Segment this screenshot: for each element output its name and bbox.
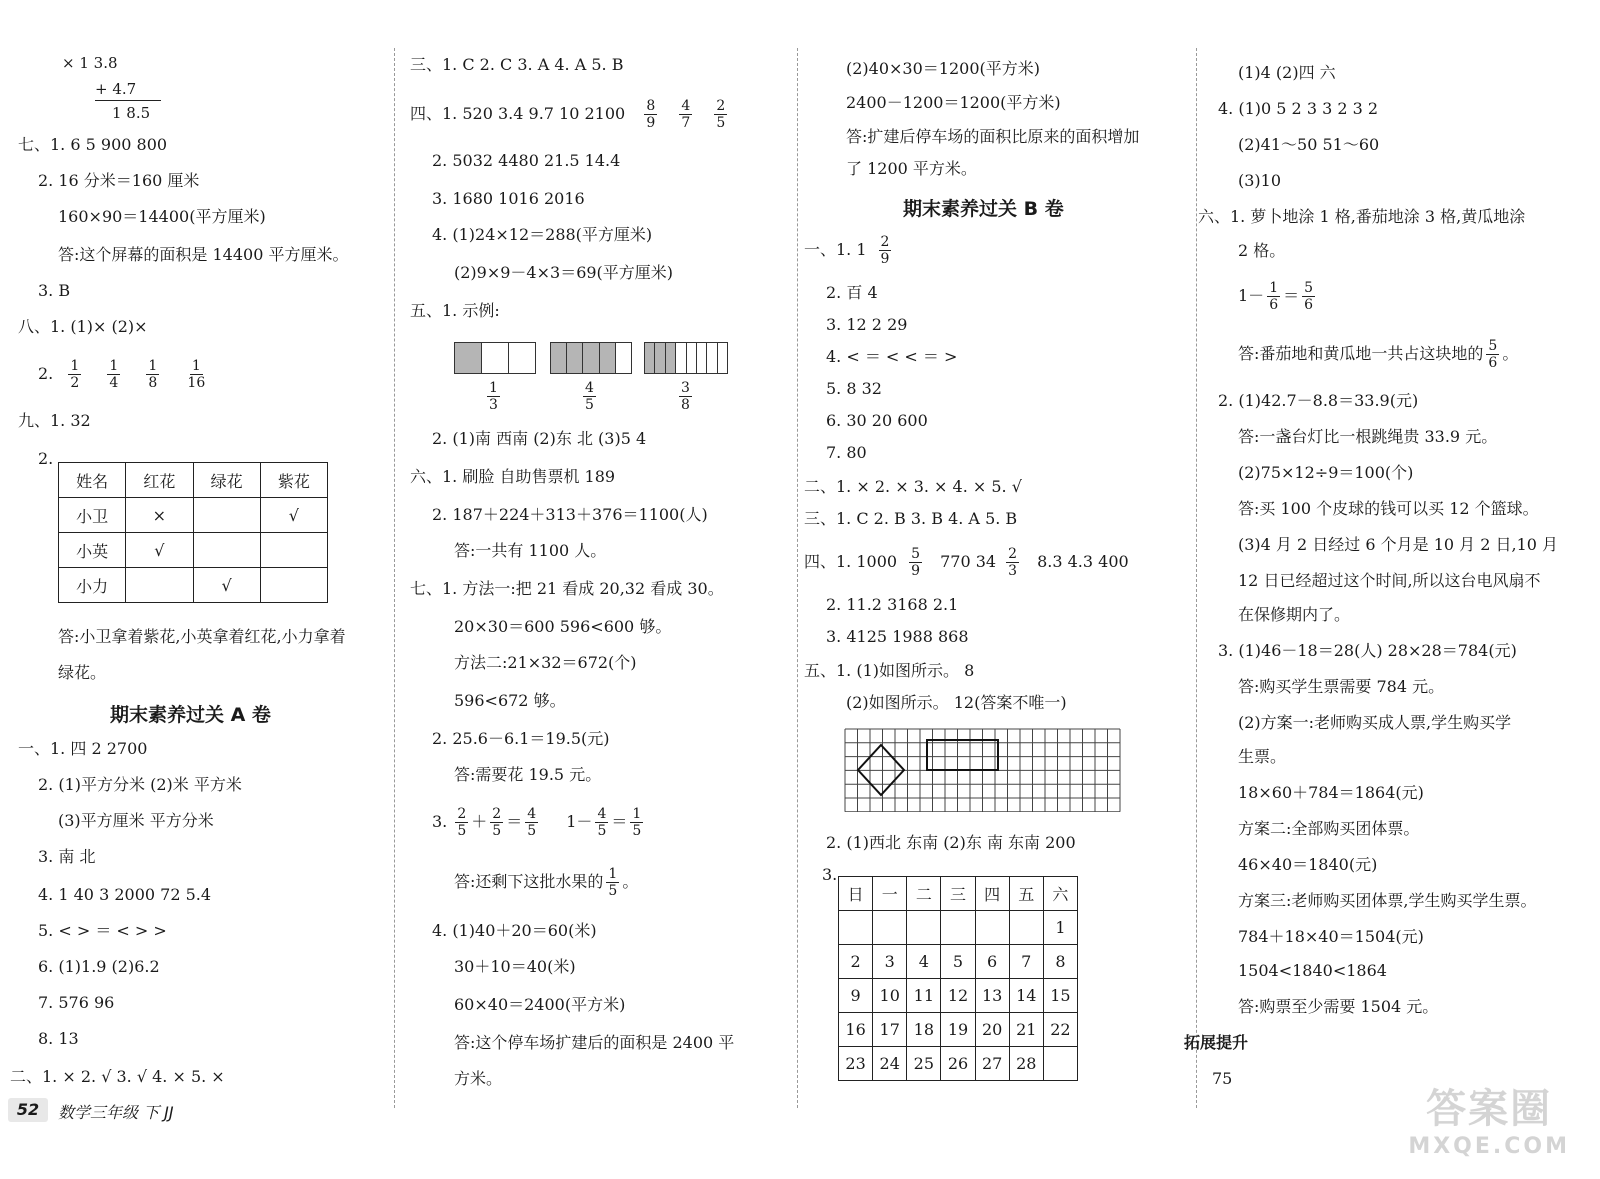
calendar-cell — [1043, 1047, 1077, 1081]
calendar-cell — [839, 911, 873, 945]
text-line: 596<672 够。 — [454, 691, 566, 710]
text-line: 答:一盏台灯比一根跳绳贵 33.9 元。 — [1238, 427, 1498, 446]
fraction: $\frac{1}{4}$ — [109, 358, 119, 391]
text-line: 2. 187＋224＋313＋376＝1100(人) — [432, 505, 708, 524]
calendar-cell: 14 — [1009, 979, 1043, 1013]
fraction-bar-fifths — [550, 342, 632, 374]
answer-table-row — [59, 568, 328, 603]
fraction-bar-eighths — [644, 342, 728, 374]
calendar-cell: 2 — [839, 945, 873, 979]
text-line: 3. 南 北 — [38, 847, 96, 866]
text-line: 三、1. C 2. C 3. A 4. A 5. B — [410, 55, 624, 74]
calendar-row — [839, 1047, 1078, 1081]
calendar-cell — [1009, 911, 1043, 945]
text-line: (3)平方厘米 平方分米 — [58, 811, 214, 830]
text: 四、1. 520 3.4 9.7 10 2100 — [410, 104, 626, 123]
text-line: 2. 5032 4480 21.5 14.4 — [432, 151, 621, 170]
text-line-with-fractions — [410, 94, 730, 134]
calendar-cell: 7 — [1009, 945, 1043, 979]
grid-figure — [844, 728, 1122, 812]
calendar-cell: 28 — [1009, 1047, 1043, 1081]
text-line: 七、1. 6 5 900 800 — [18, 135, 168, 154]
answer-table-cell — [126, 568, 193, 603]
text-line: 6. 30 20 600 — [826, 411, 928, 430]
text-line: 答:购买学生票需要 784 元。 — [1238, 677, 1445, 696]
answer-table-cell: 姓名 — [59, 463, 126, 498]
text-line: 18×60＋784＝1864(元) — [1238, 783, 1424, 802]
calendar-cell — [975, 911, 1009, 945]
calendar-cell: 13 — [975, 979, 1009, 1013]
text-line: 答:购票至少需要 1504 元。 — [1238, 997, 1439, 1016]
calendar-row — [839, 1013, 1078, 1047]
text-line: 4. (1)40＋20＝60(米) — [432, 921, 597, 940]
calendar-cell — [941, 911, 975, 945]
fraction: $\frac{3}{8}$ — [681, 380, 690, 413]
text-line: 二、1. × 2. × 3. × 4. × 5. √ — [804, 477, 1022, 496]
text-line: 20×30＝600 596<600 够。 — [454, 617, 672, 636]
calendar-cell: 1 — [1043, 911, 1077, 945]
calendar-cell: 6 — [975, 945, 1009, 979]
calendar-cell: 17 — [873, 1013, 907, 1047]
answer-table-cell — [260, 533, 327, 568]
fraction-bar-thirds — [454, 342, 536, 374]
calc-row-1: × 1 3.8 — [62, 54, 118, 72]
column-4 — [1184, 0, 1600, 1179]
fraction-row — [38, 354, 210, 394]
text-line: 七、1. 方法一:把 21 看成 20,32 看成 30。 — [410, 579, 724, 598]
calc-row-2: + 4.7 — [95, 78, 161, 101]
text-line: 7. 80 — [826, 443, 867, 462]
calendar-cell: 24 — [873, 1047, 907, 1081]
answer-table-row — [59, 498, 328, 533]
text-line: 五、1. 示例: — [410, 301, 500, 320]
calendar-cell: 20 — [975, 1013, 1009, 1047]
calendar-cell: 三 — [941, 877, 975, 911]
text-line: 7. 576 96 — [38, 993, 115, 1012]
fraction: $\frac{1}{8}$ — [148, 358, 158, 391]
item-label: 2. — [38, 449, 54, 468]
fraction: $\frac{8}{9}$ — [646, 98, 656, 131]
calendar-cell: 五 — [1009, 877, 1043, 911]
watermark-url: MXQE.COM — [1408, 1134, 1570, 1159]
text-line: 2. 16 分米＝160 厘米 — [38, 171, 200, 190]
text-line: 6. (1)1.9 (2)6.2 — [38, 957, 160, 976]
text-line: (2)41～50 51～60 — [1238, 135, 1380, 154]
text-line: 答:扩建后停车场的面积比原来的面积增加 — [846, 127, 1140, 146]
calendar-cell — [907, 911, 941, 945]
text-line: 60×40＝2400(平方米) — [454, 995, 626, 1014]
text-line: 绿花。 — [58, 663, 107, 682]
calendar-cell: 9 — [839, 979, 873, 1013]
text-line: (1)4 (2)四 六 — [1238, 63, 1336, 82]
text-line: 5. 8 32 — [826, 379, 882, 398]
text-line: 3. 1680 1016 2016 — [432, 189, 585, 208]
text-line: 2. 25.6－6.1＝19.5(元) — [432, 729, 610, 748]
text-line: 2. (1)南 西南 (2)东 北 (3)5 4 — [432, 429, 647, 448]
text-line: 答:买 100 个皮球的钱可以买 12 个篮球。 — [1238, 499, 1539, 518]
text-line: 八、1. (1)× (2)× — [18, 317, 148, 336]
fraction: $\frac{4}{5}$ — [585, 380, 594, 413]
calendar-cell: 二 — [907, 877, 941, 911]
text-line-with-fractions: 四、1. 1000 $\frac{5}{9}$ 770 34 $\frac{2}{3}$ 8.3 4.3 400 — [804, 546, 1129, 579]
calendar-cell: 四 — [975, 877, 1009, 911]
text-line: 3. 4125 1988 868 — [826, 627, 969, 646]
fraction: $\frac{4}{7}$ — [681, 98, 691, 131]
calendar-cell: 六 — [1043, 877, 1077, 911]
fraction-equation: 1－ $\frac{1}{6}$ ＝ $\frac{5}{6}$ — [1238, 280, 1314, 313]
text-line: 30＋10＝40(米) — [454, 957, 576, 976]
text-line: (2)方案一:老师购买成人票,学生购买学 — [1238, 713, 1512, 732]
text-line: 2. (1)42.7－8.8＝33.9(元) — [1218, 391, 1419, 410]
calendar-cell: 16 — [839, 1013, 873, 1047]
text-line: 2 格。 — [1238, 241, 1286, 260]
calendar-cell: 11 — [907, 979, 941, 1013]
rectangle-shape — [927, 740, 998, 770]
calendar-cell: 日 — [839, 877, 873, 911]
answer-table-cell: √ — [193, 568, 260, 603]
text-line: 2400－1200＝1200(平方米) — [846, 93, 1061, 112]
text-line: 4. < ＝ < < ＝ > — [826, 347, 958, 366]
calendar-cell: 19 — [941, 1013, 975, 1047]
answer-table — [58, 462, 328, 603]
answer-table-cell: 小力 — [59, 568, 126, 603]
text-line: 784＋18×40＝1504(元) — [1238, 927, 1424, 946]
text-line: 3. 12 2 29 — [826, 315, 908, 334]
text-line: 答:一共有 1100 人。 — [454, 541, 607, 560]
fraction: $\frac{1}{3}$ — [489, 380, 498, 413]
calendar-cell: 8 — [1043, 945, 1077, 979]
fraction: $\frac{1}{16}$ — [187, 358, 206, 391]
column-1 — [0, 0, 392, 1179]
page-number: 52 — [8, 1098, 48, 1122]
text-line: 1504<1840<1864 — [1238, 961, 1387, 980]
text-line: 九、1. 32 — [18, 411, 91, 430]
text-line: 六、1. 萝卜地涂 1 格,番茄地涂 3 格,黄瓜地涂 — [1198, 207, 1526, 226]
calendar-cell: 27 — [975, 1047, 1009, 1081]
text-line: 2. (1)西北 东南 (2)东 南 东南 200 — [826, 833, 1076, 852]
text-line: 方米。 — [454, 1069, 503, 1088]
column-3 — [800, 0, 1195, 1179]
answer-table-cell — [193, 533, 260, 568]
text-line: (2)40×30＝1200(平方米) — [846, 59, 1040, 78]
text-line: 答:这个屏幕的面积是 14400 平方厘米。 — [58, 245, 349, 264]
text-line: 4. (1)0 5 2 3 3 2 3 2 — [1218, 99, 1379, 118]
text-line: 答:这个停车场扩建后的面积是 2400 平 — [454, 1033, 735, 1052]
calendar-cell: 4 — [907, 945, 941, 979]
text-line: 一、1. 四 2 2700 — [18, 739, 148, 758]
text-line: 5. < > ＝ < > > — [38, 921, 167, 940]
answer-table-cell: √ — [126, 533, 193, 568]
answer-table-cell: 紫花 — [260, 463, 327, 498]
calendar-row — [839, 911, 1078, 945]
calendar-table — [838, 876, 1078, 1081]
text-line: 五、1. (1)如图所示。 8 — [804, 661, 975, 680]
watermark — [1408, 1077, 1570, 1159]
column-divider — [394, 48, 395, 1108]
text-line: 答:需要花 19.5 元。 — [454, 765, 602, 784]
section-title: 期末素养过关 A 卷 — [110, 704, 271, 726]
text-line: 六、1. 刷脸 自助售票机 189 — [410, 467, 616, 486]
text-line: (2)9×9－4×3＝69(平方厘米) — [454, 263, 674, 282]
answer-table-cell: 小英 — [59, 533, 126, 568]
calendar-cell: 23 — [839, 1047, 873, 1081]
text-line: 二、1. × 2. √ 3. √ 4. × 5. × — [10, 1067, 225, 1086]
text-line: 生票。 — [1238, 747, 1287, 766]
footer-text: 数学三年级 下 JJ — [58, 1103, 174, 1122]
calendar-row — [839, 979, 1078, 1013]
answer-table-cell: × — [126, 498, 193, 533]
calc-row-3: 1 8.5 — [112, 104, 151, 122]
column-divider — [797, 48, 798, 1108]
text-line: 4. (1)24×12＝288(平方厘米) — [432, 225, 653, 244]
text-line: (3)4 月 2 日经过 6 个月是 10 月 2 日,10 月 — [1238, 535, 1559, 554]
text-line: (2)如图所示。 12(答案不唯一) — [846, 693, 1067, 712]
item-label: 2. — [38, 364, 54, 383]
text-line: 4. 1 40 3 2000 72 5.4 — [38, 885, 212, 904]
calendar-cell: 5 — [941, 945, 975, 979]
item-label: 3. — [822, 865, 838, 884]
section-title: 期末素养过关 B 卷 — [903, 198, 1064, 220]
text-line: 方案三:老师购买团体票,学生购买学生票。 — [1238, 891, 1537, 910]
calendar-cell: 22 — [1043, 1013, 1077, 1047]
answer-table-cell: 红花 — [126, 463, 193, 498]
text-line: (2)75×12÷9＝100(个) — [1238, 463, 1414, 482]
answer-table-row — [59, 533, 328, 568]
text-line: 46×40＝1840(元) — [1238, 855, 1378, 874]
fraction-equation: 3. $\frac{2}{5}$ ＋ $\frac{2}{5}$ ＝ $\frac{4}{5}$ 1－ $\frac{4}{5}$ ＝ $\frac{1}{5}$ — [432, 806, 642, 839]
text-line: 答:小卫拿着紫花,小英拿着红花,小力拿着 — [58, 627, 346, 646]
answer-table-row — [59, 463, 328, 498]
calendar-cell: 25 — [907, 1047, 941, 1081]
column-divider — [1196, 48, 1197, 1108]
calendar-cell: 21 — [1009, 1013, 1043, 1047]
text-line: 2. 11.2 3168 2.1 — [826, 595, 959, 614]
text-line-with-fraction: 一、1. 1 $\frac{2}{9}$ — [804, 234, 890, 267]
text-line: 方案二:全部购买团体票。 — [1238, 819, 1420, 838]
text-line: 三、1. C 2. B 3. B 4. A 5. B — [804, 509, 1018, 528]
text-line: 2. 百 4 — [826, 283, 878, 302]
calendar-cell — [873, 911, 907, 945]
text-line: 160×90＝14400(平方厘米) — [58, 207, 266, 226]
text-line: 12 日已经超过这个时间,所以这台电风扇不 — [1238, 571, 1541, 590]
text-line: 了 1200 平方米。 — [846, 159, 977, 178]
text-line: 2. (1)平方分米 (2)米 平方米 — [38, 775, 242, 794]
text-line: 8. 13 — [38, 1029, 79, 1048]
fraction: $\frac{2}{5}$ — [716, 98, 726, 131]
answer-table-cell: 小卫 — [59, 498, 126, 533]
answer-table-cell: √ — [260, 498, 327, 533]
calendar-cell: 10 — [873, 979, 907, 1013]
calendar-cell: 18 — [907, 1013, 941, 1047]
text-line: 3. B — [38, 281, 71, 300]
text-line: 方法二:21×32＝672(个) — [454, 653, 637, 672]
text-line-with-fraction: 答:番茄地和黄瓜地一共占这块地的 $\frac{5}{6}$ 。 — [1238, 338, 1519, 371]
text-line: 75 — [1212, 1069, 1233, 1088]
text-line: 3. (1)46－18＝28(人) 28×28＝784(元) — [1218, 641, 1517, 660]
calendar-cell: 15 — [1043, 979, 1077, 1013]
calendar-cell: 一 — [873, 877, 907, 911]
column-2 — [398, 0, 796, 1179]
text-line: (3)10 — [1238, 171, 1282, 190]
calendar-cell: 26 — [941, 1047, 975, 1081]
text-line-with-fraction: 答:还剩下这批水果的 $\frac{1}{5}$ 。 — [454, 866, 639, 899]
calendar-cell: 12 — [941, 979, 975, 1013]
fraction: $\frac{1}{2}$ — [70, 358, 80, 391]
watermark-text: 答案圈 — [1426, 1086, 1553, 1132]
section-heading: 拓展提升 — [1184, 1033, 1249, 1052]
answer-table-cell — [260, 568, 327, 603]
calendar-cell: 3 — [873, 945, 907, 979]
text-line: 在保修期内了。 — [1238, 605, 1351, 624]
answer-table-cell: 绿花 — [193, 463, 260, 498]
answer-table-cell — [193, 498, 260, 533]
calendar-row — [839, 877, 1078, 911]
calendar-row — [839, 945, 1078, 979]
